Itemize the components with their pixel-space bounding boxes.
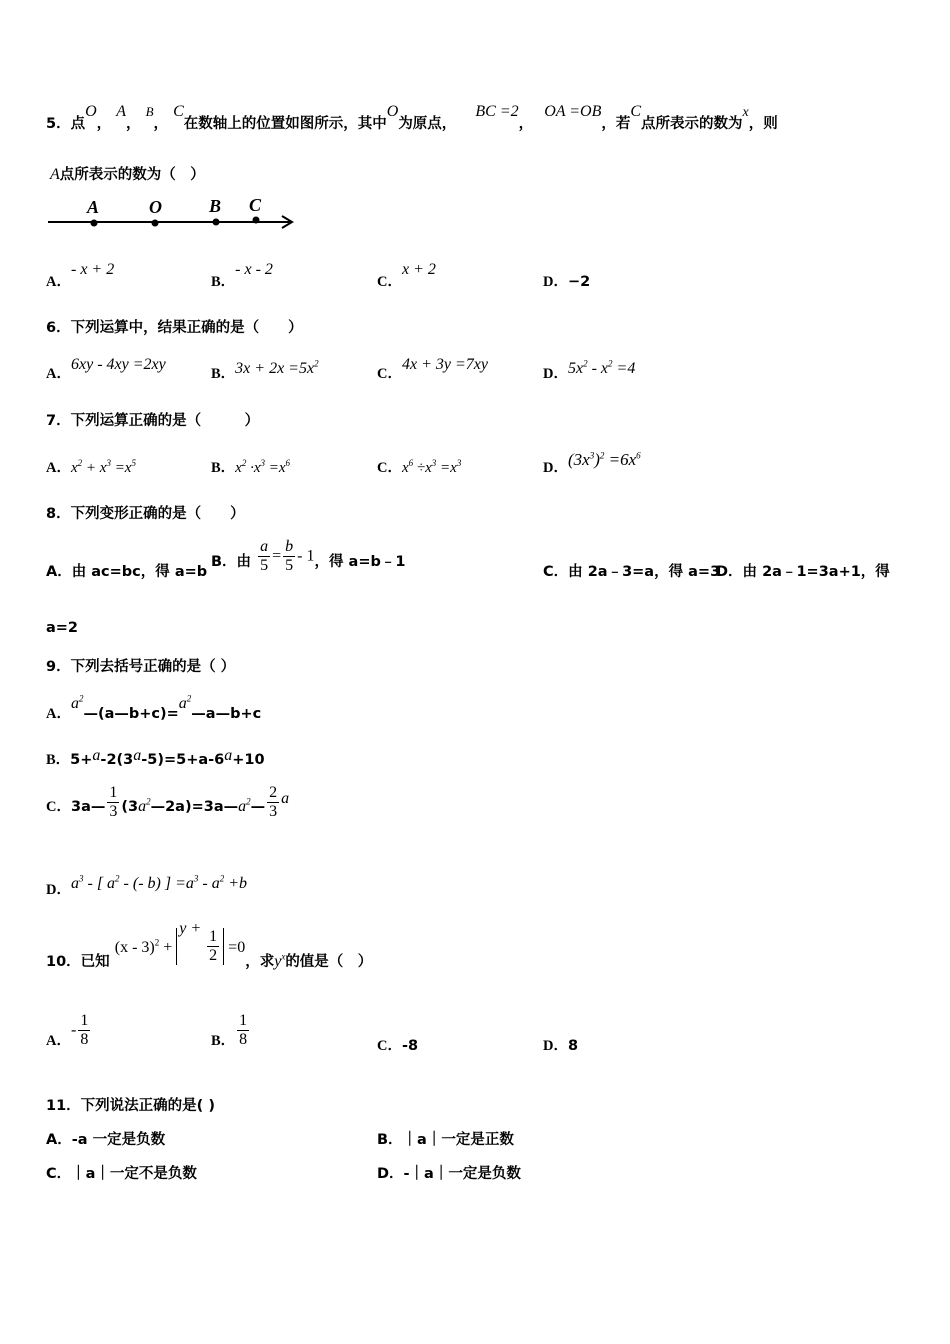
q9-option-b[interactable]: B．5+a-2(3a-5)=5+a-6a+10 (46, 747, 265, 768)
fraction-1-8: $\frac{1}{8}$ (80, 1012, 89, 1048)
point-c-dot (253, 217, 260, 224)
q5-stem-line1: 5．点O， A， B， C在数轴上的位置如图所示，其中O为原点， BC =2， OA =OB，若C点所表示的数为x，则 (46, 103, 778, 132)
q5-option-a[interactable]: A．- x + 2 (46, 261, 115, 290)
q6-option-b[interactable]: B．$3x + 2x =5x^2$ (211, 358, 319, 382)
q7-option-c[interactable]: C．$x^6 \div x^3 =x^3$ (377, 458, 462, 476)
q9-stem: 9．下列去括号正确的是（ ） (46, 659, 236, 675)
fraction-1-2: $\frac{1}{2}$ (209, 928, 218, 964)
fraction-1-3: $\frac{1}{3}$ (109, 784, 118, 820)
fraction-b-over-5: $\frac{b}{5}$ (285, 538, 294, 574)
q8-option-a[interactable]: A．由 ac=bc，得 a=b (46, 564, 208, 580)
q8-option-d-continued: a=2 (46, 620, 79, 636)
point-a-dot (91, 220, 98, 227)
q7-option-b[interactable]: B．$x^2 \cdot x^3 =x^6$ (211, 458, 291, 476)
q6-option-c[interactable]: C．4x + 3y =7xy (377, 356, 488, 382)
q5-option-b[interactable]: B．- x - 2 (211, 261, 273, 290)
q8-option-d[interactable]: D．由 2a﹣1=3a+1，得 (716, 564, 890, 580)
q11-stem: 11．下列说法正确的是( ) (46, 1098, 215, 1114)
q9-option-a[interactable]: A．$a^2—(a—b+c)=a^2—a—b+c$ (46, 693, 262, 722)
q6-option-a[interactable]: A．6xy - 4xy =2xy (46, 356, 166, 382)
point-b-dot (213, 219, 220, 226)
q5-option-d[interactable]: D．−2 (543, 274, 591, 290)
fraction-2-3: $\frac{2}{3}$ (269, 784, 278, 820)
q11-option-d[interactable]: D．-｜a｜一定是负数 (377, 1166, 521, 1182)
q9-option-d[interactable]: D．$a^3$ - [ $a^2$ - (- b) ] $=a^3 - a^2 +b$ (46, 873, 248, 898)
q10-option-d[interactable]: D．8 (543, 1038, 579, 1054)
q8-option-b[interactable]: B．由 $\frac{a}{5}$ = $\frac{b}{5}$ - 1，得 a=b﹣1 (211, 538, 406, 574)
fraction-1-8: $\frac{1}{8}$ (239, 1012, 248, 1048)
q10-option-c[interactable]: C．-8 (377, 1038, 419, 1054)
point-o-label: O (149, 197, 162, 217)
q8-option-c[interactable]: C．由 2a﹣3=a，得 a=3 (543, 564, 721, 580)
point-b-label: B (209, 196, 222, 216)
q10-option-a[interactable]: A．- $\frac{1}{8}$ (46, 1012, 89, 1049)
q5-stem-line2: A点所表示的数为（ ） (50, 166, 205, 183)
q7-option-d[interactable]: D．$(3x^3)^2 =6x^6$ (543, 450, 641, 476)
q8-stem: 8．下列变形正确的是（ ） (46, 506, 245, 522)
point-a-label: A (87, 197, 100, 217)
q10-option-b[interactable]: B． $\frac{1}{8}$ (211, 1012, 248, 1049)
fraction-a-over-5: $\frac{a}{5}$ (260, 538, 269, 574)
point-o-dot (152, 220, 159, 227)
q11-option-a[interactable]: A．-a 一定是负数 (46, 1132, 166, 1148)
number-line-figure (44, 194, 300, 234)
q11-option-b[interactable]: B．｜a｜一定是正数 (377, 1132, 514, 1148)
q10-stem: 10．已知 (x - 3)$^2$ + y + $\frac{1}{2}$ =0，求$y^x$的值是（ ） (46, 920, 373, 970)
q6-option-d[interactable]: D．$5x^2 - x^2 =4$ (543, 358, 636, 382)
q5-option-c[interactable]: C．x + 2 (377, 261, 436, 290)
point-c-label: C (249, 195, 262, 215)
q11-option-c[interactable]: C．｜a｜一定不是负数 (46, 1166, 197, 1182)
q6-stem: 6．下列运算中，结果正确的是（ ） (46, 320, 303, 336)
q7-stem: 7．下列运算正确的是（ ） (46, 413, 260, 429)
q9-option-c[interactable]: C．3a— $\frac{1}{3}$ $(3a^2—2a)=3a—a^2—$ $\frac{2}{3}$ a (46, 784, 290, 820)
q7-option-a[interactable]: A．$x^2 + x^3 =x^5$ (46, 458, 136, 476)
